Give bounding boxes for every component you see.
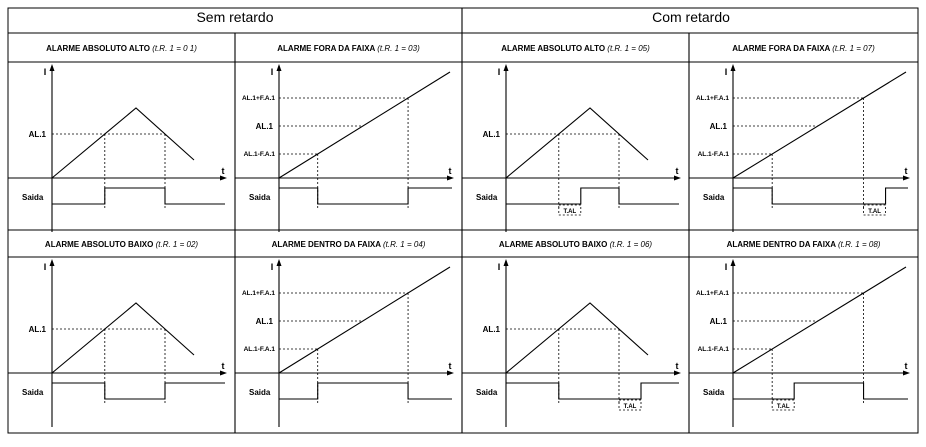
panel-2 (235, 44, 454, 232)
panel-title-text: ALARME DENTRO DA FAIXA (271, 240, 383, 249)
panel-title (732, 44, 875, 53)
y-axis-arrow (731, 259, 736, 266)
axis-t-label: t (675, 166, 679, 176)
panel-title-code: (t.R. 1 = 0 1) (152, 44, 197, 53)
panel-6 (235, 240, 454, 427)
signal-ramp (733, 72, 906, 178)
panel-5 (8, 240, 227, 427)
saida-label: Saida (476, 388, 498, 397)
saida-label: Saida (249, 193, 271, 202)
panel-title-text: ALARME ABSOLUTO BAIXO (44, 240, 156, 249)
panel-title (272, 240, 426, 249)
axis-i-label: I (724, 67, 728, 77)
axis-i-label: I (724, 262, 728, 272)
al1-minus-fa1-label: AL.1-F.A.1 (697, 346, 729, 353)
y-axis-arrow (504, 259, 509, 266)
al1-label: AL.1 (255, 317, 273, 326)
signal-triangle (506, 108, 648, 178)
output-signal (52, 383, 225, 399)
panel-title-code: (t.R. 1 = 06) (609, 240, 653, 249)
header-sem-retardo: Sem retardo (196, 9, 274, 25)
axis-t-label: t (221, 361, 225, 371)
panel-title-text: ALARME FORA DA FAIXA (732, 44, 833, 53)
axis-t-label: t (904, 361, 908, 371)
saida-label: Saida (22, 193, 44, 202)
al1-label: AL.1 (28, 325, 46, 334)
time-axis-arrow (447, 176, 454, 181)
output-signal (733, 188, 908, 204)
signal-triangle (506, 303, 648, 373)
tal-label: T.AL (776, 404, 790, 410)
axis-t-label: t (904, 166, 908, 176)
signal-ramp (279, 267, 450, 373)
y-axis-arrow (504, 64, 509, 71)
panel-8 (689, 240, 910, 427)
panel-title-code: (t.R. 1 = 08) (837, 240, 881, 249)
al1-label: AL.1 (482, 325, 500, 334)
panel-title-code: (t.R. 1 = 04) (382, 240, 426, 249)
axis-i-label: I (497, 67, 501, 77)
al1-plus-fa1-label: AL.1+F.A.1 (241, 95, 275, 102)
time-axis-arrow (674, 176, 681, 181)
axis-t-label: t (448, 361, 452, 371)
y-axis-arrow (277, 64, 282, 71)
panel-title (46, 44, 197, 53)
y-axis-arrow (50, 259, 55, 266)
tal-label: T.AL (623, 404, 637, 410)
saida-label: Saida (703, 388, 725, 397)
signal-ramp (279, 72, 450, 178)
panel-title-text: ALARME ABSOLUTO ALTO (501, 44, 608, 53)
panels (8, 44, 910, 427)
time-axis-arrow (220, 176, 227, 181)
al1-minus-fa1-label: AL.1-F.A.1 (697, 151, 729, 158)
axis-t-label: t (448, 166, 452, 176)
panel-title (277, 44, 420, 53)
saida-label: Saida (703, 193, 725, 202)
output-signal (733, 383, 908, 399)
table-grid (8, 8, 918, 433)
saida-label: Saida (476, 193, 498, 202)
panel-title-code: (t.R. 1 = 02) (155, 240, 199, 249)
saida-label: Saida (249, 388, 271, 397)
panel-title-text: ALARME DENTRO DA FAIXA (726, 240, 838, 249)
output-signal (506, 188, 679, 204)
time-axis-arrow (903, 176, 910, 181)
tal-label: T.AL (563, 209, 577, 215)
panel-title-code: (t.R. 1 = 03) (377, 44, 420, 53)
al1-label: AL.1 (709, 122, 727, 131)
al1-plus-fa1-label: AL.1+F.A.1 (695, 95, 729, 102)
panel-title-text: ALARME ABSOLUTO ALTO (46, 44, 153, 53)
panel-4 (689, 44, 910, 232)
output-signal (506, 383, 679, 399)
panel-7 (462, 240, 681, 427)
panel-title-text: ALARME ABSOLUTO BAIXO (498, 240, 610, 249)
axis-i-label: I (270, 67, 274, 77)
al1-label: AL.1 (28, 130, 46, 139)
al1-label: AL.1 (255, 122, 273, 131)
al1-label: AL.1 (709, 317, 727, 326)
header-com-retardo: Com retardo (652, 9, 730, 25)
signal-triangle (52, 108, 194, 178)
signal-triangle (52, 303, 194, 373)
output-signal (52, 188, 225, 204)
axis-i-label: I (270, 262, 274, 272)
axis-i-label: I (43, 262, 47, 272)
panel-title-code: (t.R. 1 = 05) (607, 44, 650, 53)
panel-title (45, 240, 198, 249)
al1-label: AL.1 (482, 130, 500, 139)
y-axis-arrow (277, 259, 282, 266)
panel-1 (8, 44, 227, 232)
output-signal (279, 188, 452, 204)
panel-title (501, 44, 650, 53)
time-axis-arrow (220, 371, 227, 376)
y-axis-arrow (731, 64, 736, 71)
al1-plus-fa1-label: AL.1+F.A.1 (695, 290, 729, 297)
table-border (8, 8, 918, 433)
al1-minus-fa1-label: AL.1-F.A.1 (243, 346, 275, 353)
y-axis-arrow (50, 64, 55, 71)
panel-title (499, 240, 652, 249)
saida-label: Saida (22, 388, 44, 397)
axis-i-label: I (43, 67, 47, 77)
signal-ramp (733, 267, 906, 373)
axis-t-label: t (221, 166, 225, 176)
time-axis-arrow (903, 371, 910, 376)
al1-minus-fa1-label: AL.1-F.A.1 (243, 151, 275, 158)
output-signal (279, 383, 452, 399)
al1-plus-fa1-label: AL.1+F.A.1 (241, 290, 275, 297)
panel-title-code: (t.R. 1 = 07) (832, 44, 875, 53)
time-axis-arrow (447, 371, 454, 376)
axis-t-label: t (675, 361, 679, 371)
panel-title (727, 240, 881, 249)
axis-i-label: I (497, 262, 501, 272)
panel-title-text: ALARME FORA DA FAIXA (277, 44, 378, 53)
tal-label: T.AL (868, 209, 881, 215)
time-axis-arrow (674, 371, 681, 376)
panel-3 (462, 44, 681, 232)
